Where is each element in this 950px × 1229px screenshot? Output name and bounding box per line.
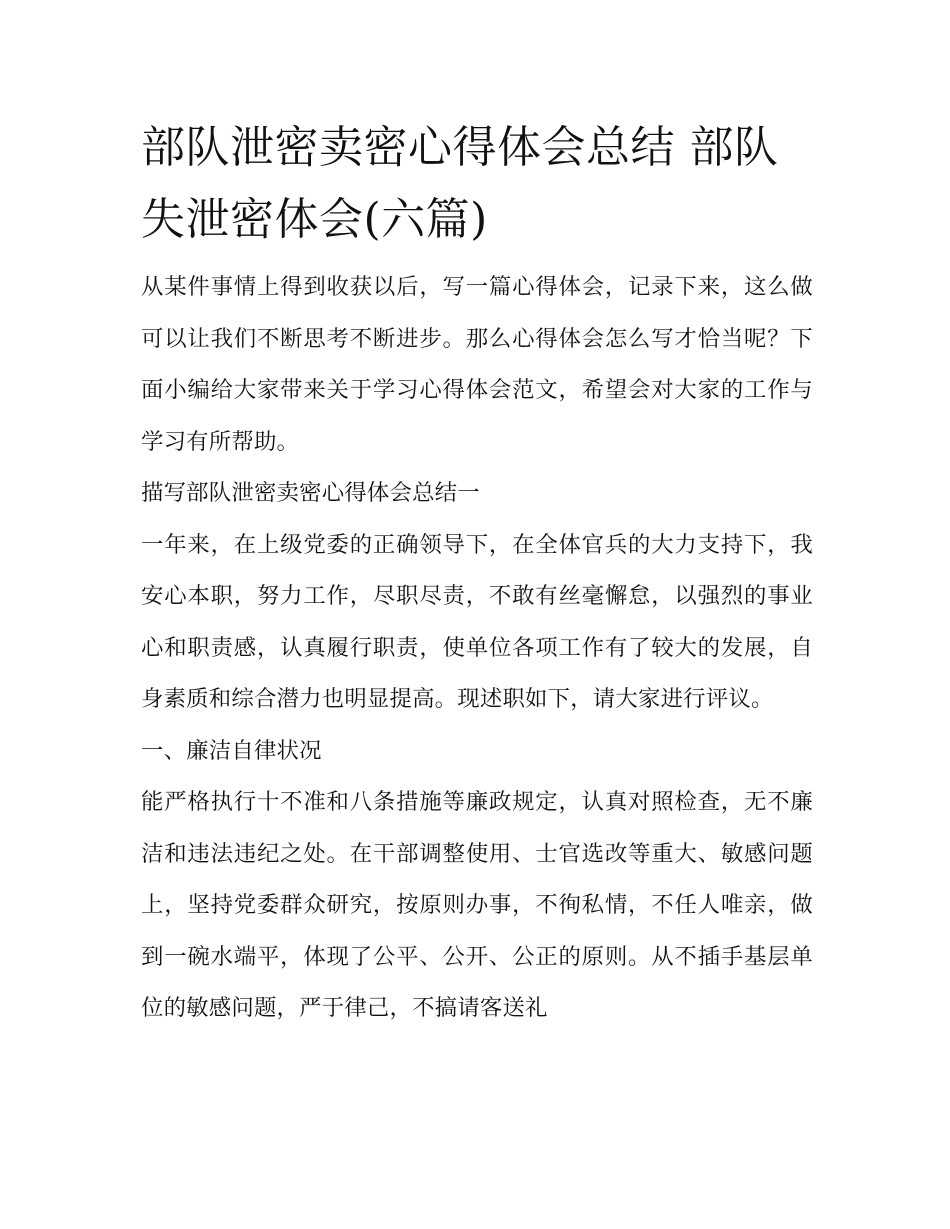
subsection-heading: 一、廉洁自律状况: [141, 737, 322, 764]
body-paragraph: 一年来，在上级党委的正确领导下，在全体官兵的大力支持下，我安心本职，努力工作，尽职尽责，不敢有丝毫懈怠，以强烈的事业心和职责感，认真履行职责，使单位各项工作有了较大的发展，自身素质和综合潜力也明显提高。现述职如下，请大家进行评议。: [141, 531, 813, 712]
intro-paragraph: 从某件事情上得到收获以后，写一篇心得体会，记录下来，这么做可以让我们不断思考不断进步。那么心得体会怎么写才恰当呢？下面小编给大家带来关于学习心得体会范文，希望会对大家的工作与学习有所帮助。: [141, 274, 813, 455]
section-heading: 描写部队泄密卖密心得体会总结一: [141, 480, 480, 506]
document-title: 部队泄密卖密心得体会总结 部队失泄密体会(六篇): [141, 122, 779, 245]
document-body: [141, 112, 813, 1035]
body-paragraph: 能严格执行十不准和八条措施等廉政规定，认真对照检查，无不廉洁和违法违纪之处。在干部调整使用、士官选改等重大、敏感问题上，坚持党委群众研究，按原则办事，不徇私情，不任人唯亲，做到一碗水端平，体现了公平、公开、公正的原则。从不插手基层单位的敏感问题，严于律己，不搞请客送礼: [141, 789, 813, 1021]
